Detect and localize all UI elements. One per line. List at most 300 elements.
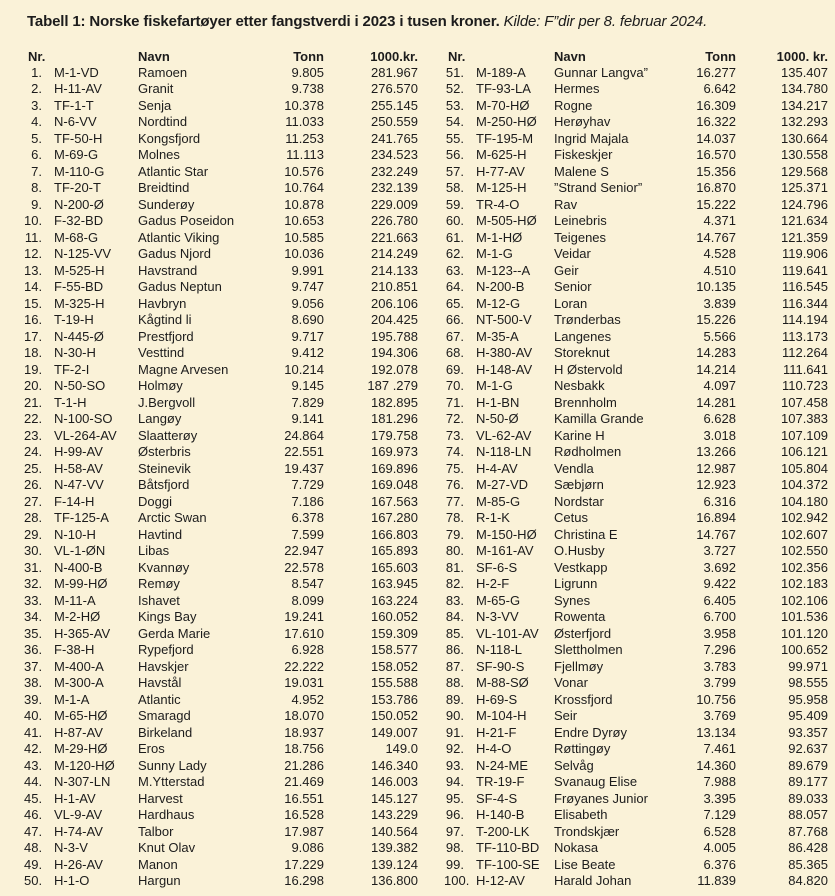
cell-nr: 10. xyxy=(24,213,43,229)
cell-kr: 163.945 xyxy=(371,576,418,592)
cell-nr: 64. xyxy=(445,279,464,295)
table-row xyxy=(444,493,830,510)
cell-tonn: 17.229 xyxy=(284,856,324,872)
cell-kr: 143.229 xyxy=(371,807,418,823)
cell-name: Frøyanes Junior xyxy=(554,790,648,806)
cell-kr: 169.973 xyxy=(371,444,418,460)
column-header-navn: Navn xyxy=(554,49,586,64)
cell-nr: 18. xyxy=(24,345,43,361)
cell-name: Harald Johan xyxy=(554,873,632,889)
table-row xyxy=(444,741,830,758)
cell-reg: N-50-Ø xyxy=(476,411,519,427)
table-row xyxy=(24,609,420,626)
cell-kr: 210.851 xyxy=(371,279,418,295)
cell-reg: M-189-A xyxy=(476,64,526,80)
cell-reg: M-68-G xyxy=(54,229,99,245)
table-row xyxy=(24,708,420,725)
cell-nr: 94. xyxy=(445,774,464,790)
table-row xyxy=(24,625,420,642)
table-row xyxy=(24,856,420,873)
cell-tonn: 12.923 xyxy=(696,477,736,493)
cell-nr: 98. xyxy=(445,840,464,856)
cell-tonn: 9.141 xyxy=(291,411,324,427)
cell-nr: 67. xyxy=(445,328,464,344)
cell-name: Atlantic Viking xyxy=(138,229,220,245)
table-row xyxy=(444,460,830,477)
table-row xyxy=(24,592,420,609)
cell-reg: H-12-AV xyxy=(476,873,525,889)
cell-kr: 192.078 xyxy=(371,361,418,377)
cell-tonn: 9.747 xyxy=(291,279,324,295)
table-row xyxy=(444,427,830,444)
cell-kr: 195.788 xyxy=(371,328,418,344)
cell-nr: 73. xyxy=(445,427,464,443)
cell-reg: SF-4-S xyxy=(476,790,518,806)
cell-nr: 96. xyxy=(445,807,464,823)
cell-name: Gadus Poseidon xyxy=(138,213,235,229)
cell-tonn: 19.241 xyxy=(284,609,324,625)
cell-tonn: 11.839 xyxy=(697,873,736,889)
cell-kr: 145.127 xyxy=(371,790,418,806)
cell-reg: M-35-A xyxy=(476,328,519,344)
table-row xyxy=(444,642,830,659)
cell-name: ”Strand Senior” xyxy=(554,180,643,196)
cell-tonn: 10.036 xyxy=(284,246,324,262)
cell-kr: 121.359 xyxy=(781,229,828,245)
cell-name: Harvest xyxy=(138,790,183,806)
cell-reg: N-125-VV xyxy=(54,246,112,262)
table-row xyxy=(444,196,830,213)
cell-reg: M-70-HØ xyxy=(476,97,530,113)
cell-nr: 82. xyxy=(445,576,464,592)
cell-kr: 98.555 xyxy=(788,675,828,691)
table-row xyxy=(444,675,830,692)
cell-reg: M-1-HØ xyxy=(476,229,523,245)
cell-name: Sunderøy xyxy=(138,196,195,212)
cell-name: Røttingøy xyxy=(554,741,611,757)
cell-kr: 150.052 xyxy=(371,708,418,724)
cell-reg: N-50-SO xyxy=(54,378,106,394)
cell-tonn: 4.528 xyxy=(703,246,736,262)
cell-kr: 206.106 xyxy=(371,295,418,311)
table-row xyxy=(444,576,830,593)
cell-kr: 241.765 xyxy=(371,130,418,146)
cell-name: Vesttind xyxy=(138,345,185,361)
cell-nr: 9. xyxy=(31,196,42,212)
cell-nr: 60. xyxy=(445,213,464,229)
cell-nr: 8. xyxy=(31,180,42,196)
cell-reg: F-32-BD xyxy=(54,213,104,229)
table-row xyxy=(24,345,420,362)
cell-name: Havbryn xyxy=(138,295,187,311)
cell-name: Ramoen xyxy=(138,64,188,80)
cell-name: Østerbris xyxy=(138,444,191,460)
cell-nr: 77. xyxy=(445,493,464,509)
table-row xyxy=(24,526,420,543)
cell-name: Birkeland xyxy=(138,724,193,740)
table-row xyxy=(24,444,420,461)
cell-reg: TF-50-H xyxy=(54,130,103,146)
cell-reg: F-14-H xyxy=(54,493,95,509)
cell-nr: 13. xyxy=(24,262,43,278)
cell-nr: 45. xyxy=(24,790,43,806)
table-row xyxy=(24,114,420,131)
cell-nr: 86. xyxy=(445,642,464,658)
cell-reg: VL-264-AV xyxy=(54,427,117,443)
cell-tonn: 9.422 xyxy=(703,576,736,592)
table-row xyxy=(24,130,420,147)
cell-tonn: 16.277 xyxy=(696,64,736,80)
cell-reg: NT-500-V xyxy=(476,312,532,328)
cell-tonn: 14.283 xyxy=(696,345,736,361)
cell-name: Atlantic xyxy=(138,691,181,707)
cell-reg: H-148-AV xyxy=(476,361,533,377)
cell-reg: H-4-O xyxy=(476,741,512,757)
cell-name: Talbor xyxy=(138,823,174,839)
table-row xyxy=(24,279,420,296)
cell-reg: H-87-AV xyxy=(54,724,103,740)
cell-kr: 136.800 xyxy=(371,873,418,889)
cell-name: Karine H xyxy=(554,427,605,443)
cell-nr: 19. xyxy=(24,361,43,377)
cell-kr: 119.641 xyxy=(781,262,828,278)
table-row xyxy=(24,642,420,659)
table-row xyxy=(24,246,420,263)
column-header-tonn: Tonn xyxy=(293,49,324,64)
table-row xyxy=(24,807,420,824)
cell-nr: 40. xyxy=(24,708,43,724)
cell-kr: 101.536 xyxy=(781,609,828,625)
cell-kr: 100.652 xyxy=(781,642,828,658)
cell-kr: 158.052 xyxy=(371,658,418,674)
cell-reg: N-3-V xyxy=(54,840,88,856)
cell-name: Doggi xyxy=(138,493,172,509)
cell-tonn: 3.692 xyxy=(703,559,736,575)
cell-reg: TF-110-BD xyxy=(476,840,540,856)
cell-name: Synes xyxy=(554,592,591,608)
cell-tonn: 18.070 xyxy=(284,708,324,724)
table-row xyxy=(24,97,420,114)
cell-name: Trønderbas xyxy=(554,312,621,328)
cell-tonn: 18.756 xyxy=(284,741,324,757)
cell-tonn: 7.461 xyxy=(703,741,736,757)
table-row xyxy=(24,328,420,345)
cell-reg: H-4-AV xyxy=(476,460,518,476)
cell-name: Nesbakk xyxy=(554,378,605,394)
table-row xyxy=(24,213,420,230)
column-header-navn: Navn xyxy=(138,49,170,64)
cell-kr: 111.641 xyxy=(782,361,828,377)
cell-kr: 226.780 xyxy=(371,213,418,229)
cell-name: Nordstar xyxy=(554,493,604,509)
cell-reg: N-24-ME xyxy=(476,757,529,773)
cell-name: H Østervold xyxy=(554,361,623,377)
table-row xyxy=(444,378,830,395)
cell-kr: 134.217 xyxy=(781,97,828,113)
cell-reg: N-200-B xyxy=(476,279,525,295)
table-row xyxy=(444,295,830,312)
table-row xyxy=(24,510,420,527)
cell-reg: T-19-H xyxy=(54,312,94,328)
cell-reg: N-200-Ø xyxy=(54,196,104,212)
cell-kr: 95.409 xyxy=(788,708,828,724)
table-row xyxy=(444,345,830,362)
table-row xyxy=(24,147,420,164)
cell-nr: 33. xyxy=(24,592,43,608)
cell-kr: 114.194 xyxy=(781,312,828,328)
cell-reg: M-27-VD xyxy=(476,477,529,493)
cell-tonn: 10.214 xyxy=(284,361,324,377)
cell-reg: M-325-H xyxy=(54,295,105,311)
cell-nr: 63. xyxy=(445,262,464,278)
cell-reg: SF-6-S xyxy=(476,559,518,575)
cell-kr: 124.796 xyxy=(781,196,828,212)
cell-reg: H-21-F xyxy=(476,724,517,740)
cell-nr: 34. xyxy=(24,609,43,625)
cell-tonn: 10.756 xyxy=(696,691,736,707)
cell-kr: 102.550 xyxy=(781,543,828,559)
table-row xyxy=(24,675,420,692)
cell-tonn: 7.988 xyxy=(703,774,736,790)
cell-nr: 39. xyxy=(24,691,43,707)
cell-tonn: 17.987 xyxy=(284,823,324,839)
page-title xyxy=(27,12,707,32)
cell-reg: H-58-AV xyxy=(54,460,103,476)
cell-tonn: 16.298 xyxy=(284,873,324,889)
cell-reg: H-26-AV xyxy=(54,856,103,872)
cell-tonn: 21.286 xyxy=(284,757,324,773)
table-row xyxy=(24,559,420,576)
table-row xyxy=(444,510,830,527)
cell-tonn: 22.947 xyxy=(284,543,324,559)
cell-reg: M-85-G xyxy=(476,493,521,509)
cell-reg: M-1-G xyxy=(476,378,513,394)
cell-tonn: 9.805 xyxy=(291,64,324,80)
column-header-nr: Nr. xyxy=(28,49,46,64)
cell-reg: M-1-A xyxy=(54,691,90,707)
cell-tonn: 4.371 xyxy=(703,213,736,229)
cell-name: Østerfjord xyxy=(554,625,612,641)
cell-name: Senior xyxy=(554,279,592,295)
table-row xyxy=(24,378,420,395)
cell-name: Cetus xyxy=(554,510,588,526)
cell-nr: 36. xyxy=(24,642,43,658)
cell-tonn: 6.528 xyxy=(703,823,736,839)
cell-name: Vendla xyxy=(554,460,594,476)
cell-reg: VL-1-ØN xyxy=(54,543,106,559)
cell-tonn: 12.987 xyxy=(696,460,736,476)
table-row xyxy=(444,873,830,890)
cell-reg: N-118-LN xyxy=(476,444,532,460)
cell-nr: 6. xyxy=(31,147,42,163)
cell-kr: 179.758 xyxy=(371,427,418,443)
cell-name: Nordtind xyxy=(138,114,188,130)
cell-reg: M-300-A xyxy=(54,675,104,691)
cell-tonn: 16.894 xyxy=(696,510,736,526)
cell-name: Rowenta xyxy=(554,609,606,625)
cell-name: Hardhaus xyxy=(138,807,195,823)
cell-kr: 158.577 xyxy=(371,642,418,658)
cell-nr: 16. xyxy=(24,312,43,328)
cell-name: Elisabeth xyxy=(554,807,608,823)
cell-reg: SF-90-S xyxy=(476,658,525,674)
cell-name: Gadus Neptun xyxy=(138,279,222,295)
table-row xyxy=(444,609,830,626)
cell-reg: TF-93-LA xyxy=(476,81,531,97)
table-header-row xyxy=(444,42,830,64)
cell-nr: 76. xyxy=(445,477,464,493)
cell-tonn: 9.412 xyxy=(291,345,324,361)
cell-tonn: 9.738 xyxy=(291,81,324,97)
table-row xyxy=(444,691,830,708)
table-row xyxy=(24,493,420,510)
cell-reg: H-74-AV xyxy=(54,823,103,839)
cell-kr: 101.120 xyxy=(781,625,828,641)
table-row xyxy=(24,873,420,890)
cell-reg: M-120-HØ xyxy=(54,757,115,773)
cell-tonn: 6.316 xyxy=(703,493,736,509)
cell-tonn: 7.829 xyxy=(291,394,324,410)
cell-kr: 214.249 xyxy=(371,246,418,262)
table-row xyxy=(444,312,830,329)
cell-tonn: 6.378 xyxy=(291,510,324,526)
cell-tonn: 10.878 xyxy=(284,196,324,212)
cell-reg: H-380-AV xyxy=(476,345,533,361)
cell-nr: 25. xyxy=(24,460,43,476)
cell-kr: 89.177 xyxy=(788,774,828,790)
cell-reg: N-3-VV xyxy=(476,609,519,625)
cell-reg: M-11-A xyxy=(54,592,96,608)
table-row xyxy=(444,64,830,81)
title-source: Kilde: F”dir per 8. februar 2024. xyxy=(503,13,708,30)
cell-nr: 1. xyxy=(31,64,42,80)
cell-name: Hermes xyxy=(554,81,600,97)
cell-nr: 31. xyxy=(24,559,43,575)
cell-tonn: 6.628 xyxy=(703,411,736,427)
cell-kr: 166.803 xyxy=(371,526,418,542)
cell-kr: 250.559 xyxy=(371,114,418,130)
cell-reg: H-1-AV xyxy=(54,790,96,806)
table-row xyxy=(444,328,830,345)
cell-name: Eros xyxy=(138,741,165,757)
cell-tonn: 3.799 xyxy=(703,675,736,691)
cell-reg: TF-195-M xyxy=(476,130,534,146)
table-row xyxy=(444,625,830,642)
cell-tonn: 11.253 xyxy=(285,130,324,146)
cell-reg: F-38-H xyxy=(54,642,95,658)
cell-kr: 89.033 xyxy=(788,790,828,806)
cell-reg: TR-4-O xyxy=(476,196,520,212)
cell-name: Havstrand xyxy=(138,262,198,278)
cell-reg: M-65-HØ xyxy=(54,708,108,724)
cell-reg: M-1-VD xyxy=(54,64,99,80)
cell-nr: 83. xyxy=(445,592,464,608)
cell-nr: 87. xyxy=(445,658,464,674)
cell-name: Teigenes xyxy=(554,229,607,245)
cell-tonn: 16.870 xyxy=(696,180,736,196)
table-row xyxy=(444,559,830,576)
cell-tonn: 6.928 xyxy=(291,642,324,658)
cell-reg: H-140-B xyxy=(476,807,525,823)
cell-tonn: 7.296 xyxy=(703,642,736,658)
cell-tonn: 5.566 xyxy=(703,328,736,344)
cell-nr: 55. xyxy=(445,130,464,146)
cell-name: Knut Olav xyxy=(138,840,196,856)
cell-nr: 95. xyxy=(445,790,464,806)
cell-reg: H-365-AV xyxy=(54,625,111,641)
table-row xyxy=(444,807,830,824)
table-row xyxy=(24,295,420,312)
cell-tonn: 4.952 xyxy=(291,691,324,707)
table-row xyxy=(444,229,830,246)
table-row xyxy=(444,477,830,494)
cell-nr: 49. xyxy=(24,856,43,872)
cell-tonn: 4.005 xyxy=(703,840,736,856)
cell-nr: 26. xyxy=(24,477,43,493)
cell-tonn: 14.214 xyxy=(696,361,736,377)
cell-name: Sæbjørn xyxy=(554,477,604,493)
cell-tonn: 10.135 xyxy=(696,279,736,295)
cell-nr: 61. xyxy=(445,229,464,245)
cell-kr: 104.180 xyxy=(781,493,828,509)
cell-name: Leinebris xyxy=(554,213,607,229)
table-row xyxy=(24,163,420,180)
cell-name: Ingrid Majala xyxy=(554,130,629,146)
table-row xyxy=(444,394,830,411)
cell-name: Sunny Lady xyxy=(138,757,207,773)
column-header-kr: 1000.kr. xyxy=(370,49,418,64)
cell-nr: 52. xyxy=(445,81,464,97)
table-row xyxy=(444,708,830,725)
cell-name: Selvåg xyxy=(554,757,594,773)
cell-name: Rogne xyxy=(554,97,593,113)
cell-kr: 165.603 xyxy=(371,559,418,575)
table-row xyxy=(24,576,420,593)
cell-kr: 167.563 xyxy=(371,493,418,509)
table-row xyxy=(444,774,830,791)
cell-name: Storeknut xyxy=(554,345,610,361)
cell-nr: 7. xyxy=(31,163,42,179)
cell-nr: 91. xyxy=(445,724,464,740)
vessel-table-left xyxy=(24,42,420,889)
cell-name: Christina E xyxy=(554,526,618,542)
cell-kr: 155.588 xyxy=(371,675,418,691)
cell-name: Langøy xyxy=(138,411,182,427)
cell-kr: 232.249 xyxy=(371,163,418,179)
table-row xyxy=(444,592,830,609)
cell-name: Malene S xyxy=(554,163,609,179)
cell-nr: 81. xyxy=(445,559,464,575)
cell-name: Kings Bay xyxy=(138,609,197,625)
cell-kr: 146.340 xyxy=(371,757,418,773)
cell-kr: 167.280 xyxy=(371,510,418,526)
cell-name: Vonar xyxy=(554,675,588,691)
cell-reg: M-161-AV xyxy=(476,543,534,559)
cell-name: Brennholm xyxy=(554,394,617,410)
table-row xyxy=(24,757,420,774)
cell-name: Libas xyxy=(138,543,170,559)
cell-name: Langenes xyxy=(554,328,612,344)
cell-kr: 102.183 xyxy=(781,576,828,592)
cell-nr: 78. xyxy=(445,510,464,526)
cell-kr: 255.145 xyxy=(371,97,418,113)
cell-nr: 37. xyxy=(24,658,43,674)
cell-kr: 139.382 xyxy=(371,840,418,856)
cell-tonn: 19.437 xyxy=(284,460,324,476)
cell-kr: 99.971 xyxy=(788,658,828,674)
cell-reg: H-99-AV xyxy=(54,444,103,460)
cell-nr: 2. xyxy=(31,81,42,97)
